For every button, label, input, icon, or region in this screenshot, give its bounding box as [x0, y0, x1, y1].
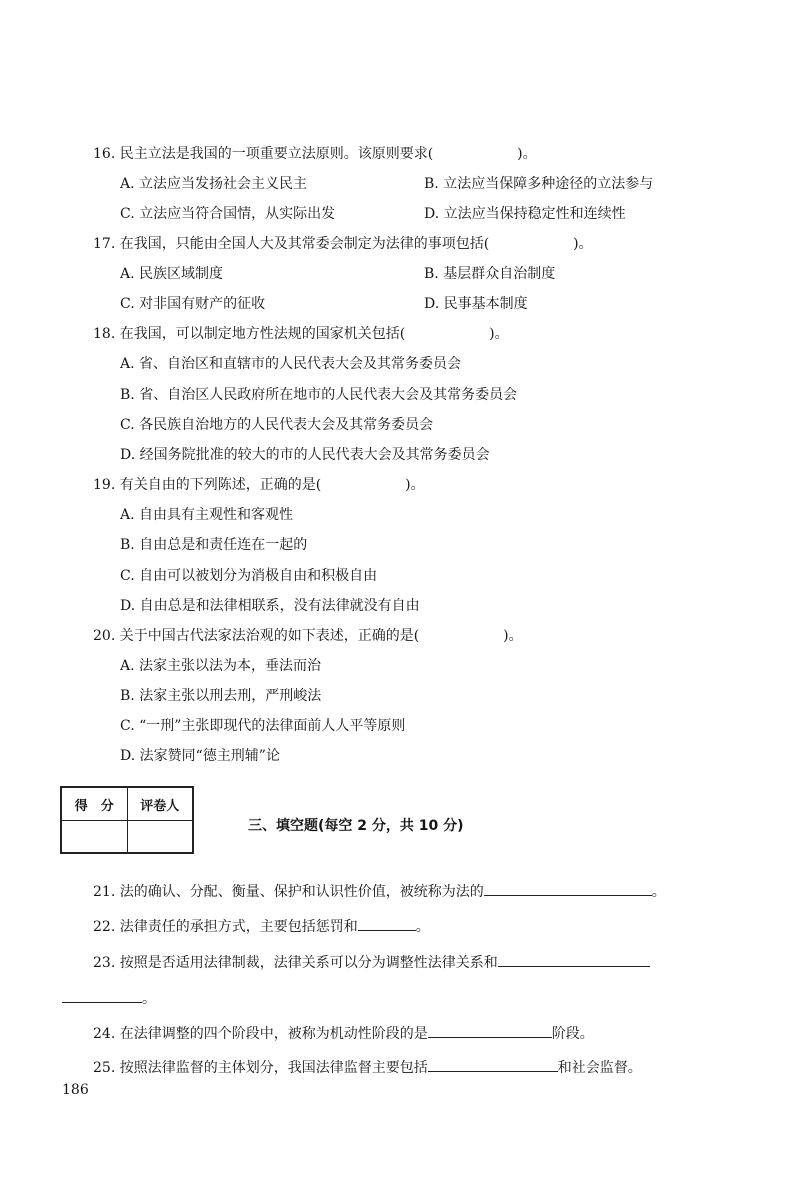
question-23-blank-line1[interactable] [498, 952, 650, 967]
question-18-option-b: B. 省、自治区人民政府所在地市的人民代表大会及其常务委员会 [120, 387, 518, 403]
question-17-option-a: A. 民族区域制度 [120, 266, 224, 282]
question-20-stem: 20. 关于中国古代法家法治观的如下表述，正确的是( )。 [93, 628, 523, 644]
question-17-option-d: D. 民事基本制度 [424, 296, 528, 312]
question-25-text: 25. 按照法律监督的主体划分，我国法律监督主要包括 [93, 1060, 428, 1076]
question-20-option-c: C. “一刑”主张即现代的法律面前人人平等原则 [120, 718, 406, 734]
question-17-option-b: B. 基层群众自治制度 [424, 266, 556, 282]
question-21-end: 。 [651, 884, 666, 900]
question-25-end: 和社会监督。 [557, 1060, 642, 1076]
question-23-end: 。 [142, 991, 156, 1007]
question-18-stem: 18. 在我国，可以制定地方性法规的国家机关包括( )。 [93, 326, 509, 342]
score-table [61, 787, 193, 853]
question-20-option-b: B. 法家主张以刑去刑，严刑峻法 [120, 688, 322, 704]
question-16-option-b: B. 立法应当保障多种途径的立法参与 [424, 176, 654, 192]
question-16-option-a: A. 立法应当发扬社会主义民主 [120, 176, 308, 192]
question-25 [93, 1057, 642, 1077]
question-18-option-c: C. 各民族自治地方的人民代表大会及其常务委员会 [120, 417, 434, 433]
question-21-text: 21. 法的确认、分配、衡量、保护和认识性价值，被统称为法的 [93, 884, 484, 900]
page-number: 186 [62, 1082, 89, 1098]
question-22 [93, 916, 430, 936]
question-17-stem: 17. 在我国，只能由全国人大及其常委会制定为法律的事项包括( )。 [93, 236, 593, 252]
question-23-text: 23. 按照是否适用法律制裁，法律关系可以分为调整性法律关系和 [93, 955, 498, 971]
question-24-end: 阶段。 [551, 1026, 594, 1042]
question-20-option-a: A. 法家主张以法为本，垂法而治 [120, 658, 322, 674]
score-label: 得 分 [62, 788, 128, 821]
score-box [60, 786, 194, 854]
question-22-blank[interactable] [358, 916, 416, 931]
question-16-option-d: D. 立法应当保持稳定性和连续性 [424, 206, 626, 222]
question-24-blank[interactable] [428, 1023, 552, 1038]
question-19-option-c: C. 自由可以被划分为消极自由和积极自由 [120, 568, 378, 584]
question-19-option-b: B. 自由总是和责任连在一起的 [120, 537, 308, 553]
question-19-option-d: D. 自由总是和法律相联系，没有法律就没有自由 [120, 598, 420, 614]
question-24 [93, 1023, 594, 1043]
question-25-blank[interactable] [428, 1057, 558, 1072]
grader-cell [127, 821, 193, 853]
question-22-text: 22. 法律责任的承担方式，主要包括惩罚和 [93, 919, 358, 935]
question-23-continuation [62, 988, 156, 1008]
question-23 [93, 952, 650, 972]
question-18-option-d: D. 经国务院批准的较大的市的人民代表大会及其常务委员会 [120, 447, 490, 463]
question-16-option-c: C. 立法应当符合国情，从实际出发 [120, 206, 336, 222]
question-17-option-c: C. 对非国有财产的征收 [120, 296, 266, 312]
section-title: 三、填空题(每空 2 分，共 10 分) [248, 818, 464, 834]
question-21-blank[interactable] [484, 881, 652, 896]
question-19-stem: 19. 有关自由的下列陈述，正确的是( )。 [93, 477, 425, 493]
question-20-option-d: D. 法家赞同“德主刑辅”论 [120, 748, 280, 764]
score-cell [62, 821, 128, 853]
question-18-option-a: A. 省、自治区和直辖市的人民代表大会及其常务委员会 [120, 356, 462, 372]
question-21 [93, 881, 666, 901]
question-24-text: 24. 在法律调整的四个阶段中，被称为机动性阶段的是 [93, 1026, 428, 1042]
question-19-option-a: A. 自由具有主观性和客观性 [120, 507, 294, 523]
grader-label: 评卷人 [127, 788, 193, 821]
question-23-blank-line2[interactable] [62, 988, 142, 1003]
question-16-stem: 16. 民主立法是我国的一项重要立法原则。该原则要求( )。 [93, 146, 537, 162]
question-22-end: 。 [415, 919, 430, 935]
